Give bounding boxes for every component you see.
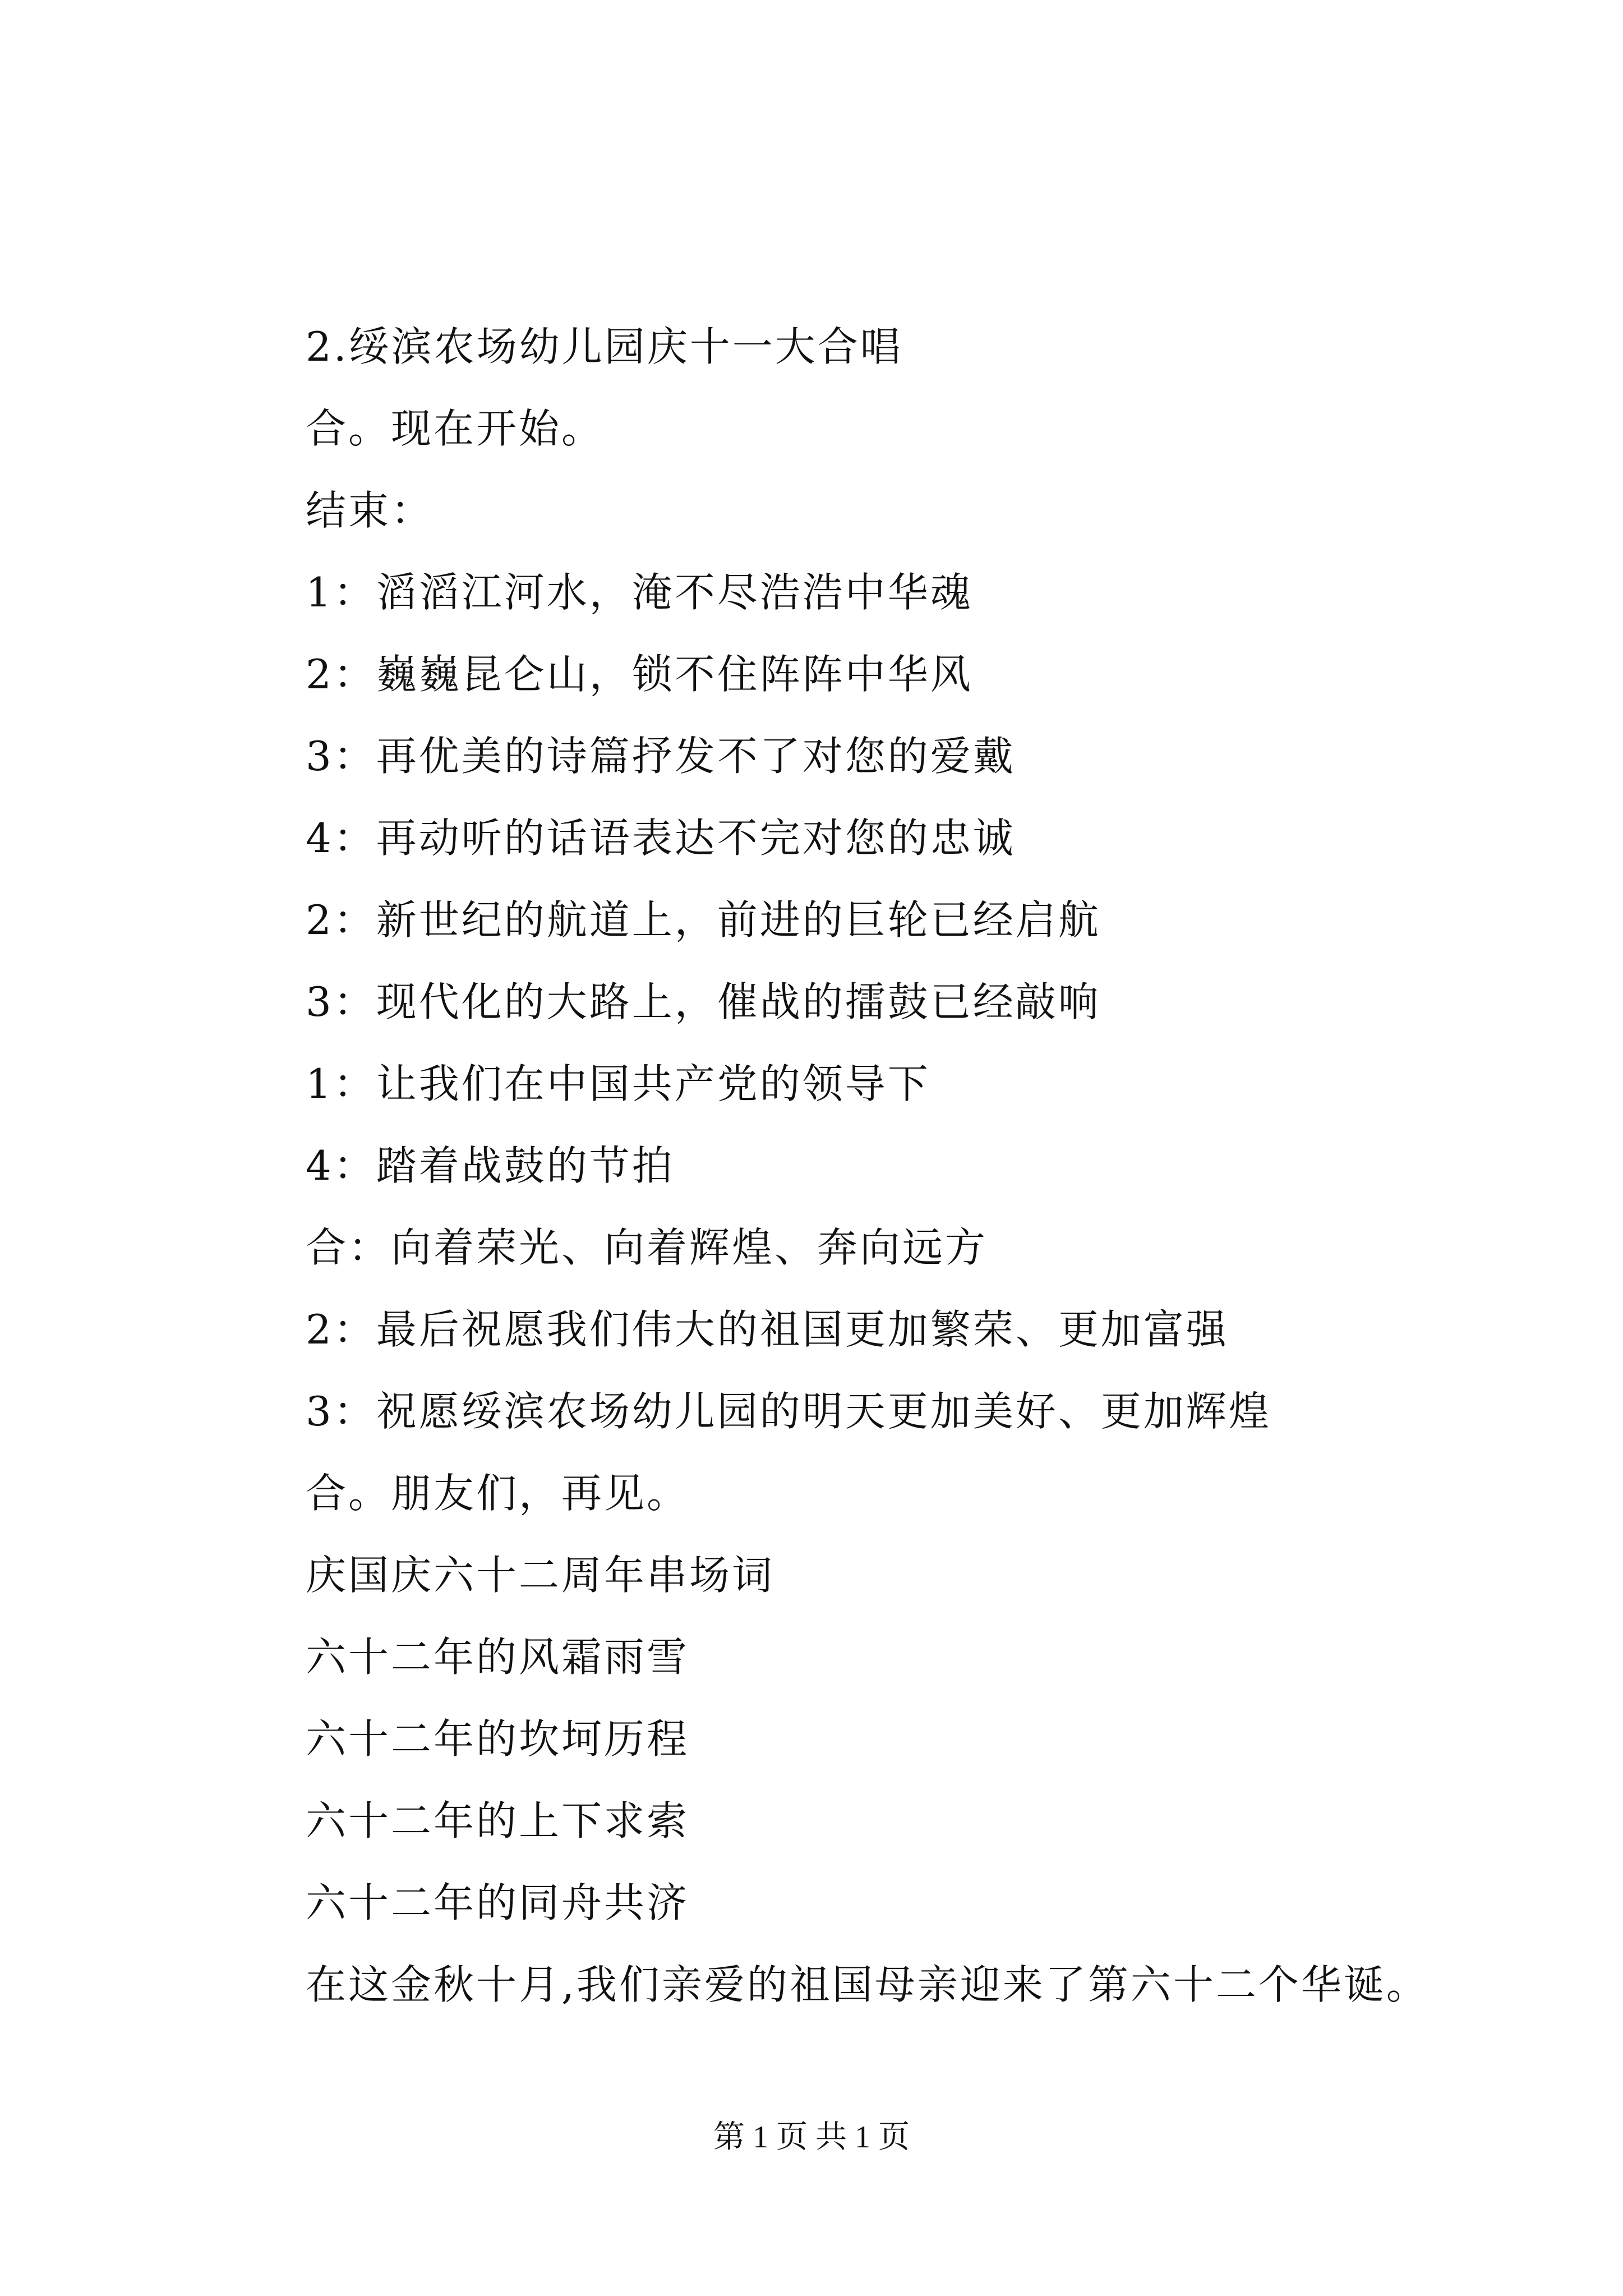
page-footer: 第 1 页 共 1 页 (713, 2120, 910, 2155)
section-heading: 庆国庆六十二周年串场词 (306, 1552, 775, 1599)
text-line: 3：祝愿绥滨农场幼儿园的明天更加美好、更加辉煌 (306, 1388, 1271, 1435)
text-line: 3：再优美的诗篇抒发不了对您的爱戴 (306, 733, 1016, 780)
text-line: 4：踏着战鼓的节拍 (306, 1142, 675, 1189)
text-line: 合：向着荣光、向着辉煌、奔向远方 (306, 1224, 988, 1271)
text-line: 在这金秋十月,我们亲爱的祖国母亲迎来了第六十二个华诞。 (306, 1961, 1429, 2008)
text-line: 六十二年的风霜雨雪 (306, 1634, 690, 1681)
text-line: 结束： (306, 487, 434, 534)
text-line: 六十二年的上下求索 (306, 1797, 690, 1844)
text-line: 六十二年的同舟共济 (306, 1879, 690, 1926)
text-line: 合。朋友们，再见。 (306, 1470, 690, 1517)
text-line: 4：再动听的话语表达不完对您的忠诚 (306, 815, 1016, 862)
text-line: 1：滔滔江河水，淹不尽浩浩中华魂 (306, 569, 973, 616)
text-line: 2：最后祝愿我们伟大的祖国更加繁荣、更加富强 (306, 1306, 1229, 1353)
text-line: 3：现代化的大路上，催战的擂鼓已经敲响 (306, 978, 1101, 1025)
text-line: 2.绥滨农场幼儿园庆十一大合唱 (306, 323, 903, 370)
text-line: 2：新世纪的航道上，前进的巨轮已经启航 (306, 896, 1101, 944)
text-line: 合。现在开始。 (306, 405, 605, 452)
text-line: 2：巍巍昆仑山，锁不住阵阵中华风 (306, 651, 973, 698)
text-line: 六十二年的坎坷历程 (306, 1715, 690, 1763)
text-line: 1：让我们在中国共产党的领导下 (306, 1060, 930, 1107)
document-body (306, 306, 1539, 2026)
